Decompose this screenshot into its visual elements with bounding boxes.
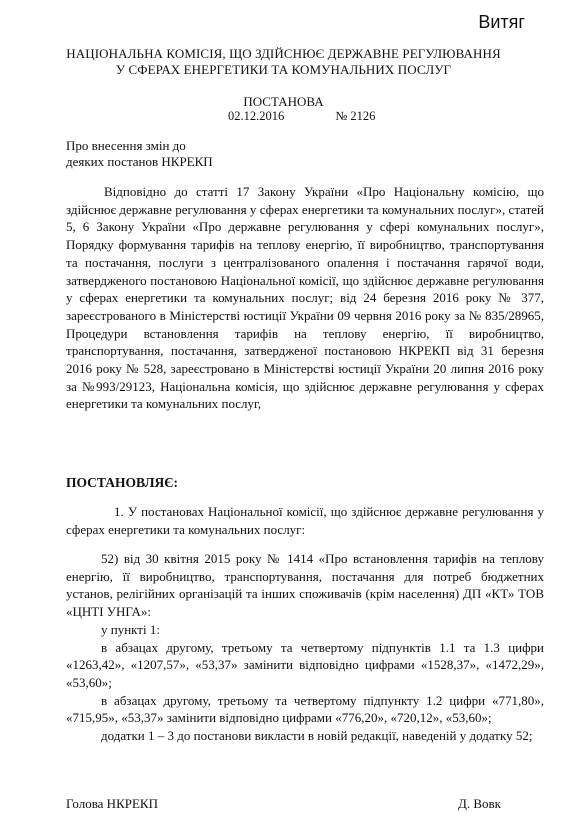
subitem-c: додатки 1 – 3 до постанови викласти в новій редакції, наведеній у додатку 52;: [101, 728, 533, 744]
date-number-line: [228, 109, 375, 124]
document-subject: [66, 138, 213, 170]
subject-line-1: Про внесення змін до: [66, 138, 186, 153]
document-type: ПОСТАНОВА: [243, 94, 324, 109]
document-date: 02.12.2016: [228, 109, 285, 123]
subitem-b: в абзацах другому, третьому та четвертому підпункту 1.2 цифри «771,80», «715,95», «53,37» замінити відповідно цифрами «776,20», «720,12», «53,60»;: [66, 692, 544, 726]
item-52-block: [66, 550, 544, 745]
item-52-paragraph: 52) від 30 квітня 2015 року № 1414 «Про встановлення тарифів на теплову енергію, її виробництво, транспортування, постачання для потреб бюджетних установ, релігійних організацій та інших споживачів (крім населення) ДП «КТ» ТОВ «ЦНТІ УНГА»:: [66, 551, 544, 620]
item-1-paragraph: 1. У постановах Національної комісії, що здійснює державне регулювання у сферах енергетики та комунальних послуг:: [66, 504, 544, 537]
resolve-heading: ПОСТАНОВЛЯЄ:: [66, 475, 178, 490]
commission-header: [40, 46, 527, 78]
extract-stamp: Витяг: [478, 12, 525, 32]
header-line-1: НАЦІОНАЛЬНА КОМІСІЯ, ЩО ЗДІЙСНЮЄ ДЕРЖАВНЕ РЕГУЛЮВАННЯ: [66, 46, 501, 61]
subject-line-2: деяких постанов НКРЕКП: [66, 154, 213, 169]
preamble-paragraph: Відповідно до статті 17 Закону України «Про Національну комісію, що здійснює державне регулювання у сферах енергетики та комунальних послуг», статей 5, 6 Закону України «Про державне регулювання у сфері комунальних послуг», Порядку формування тарифів на теплову енергію, її виробництво, транспортування та постачання, послуги з централізованого опалення і постачання гарячої води, затвердженого постановою Національної комісії, що здійснює державне регулювання у сферах енергетики та комунальних послуг; від 24 березня 2016 року № 377, зареєстрованого в Міністерстві юстиції України 09 червня 2016 року за № 835/28965, Процедури встановлення тарифів на теплову енергію, її виробництво, транспортування, постачання, затвердженої постановою НКРЕКП від 31 березня 2016 року № 528, зареєстровано в Міністерстві юстиції України 20 липня 2016 року за №993/29123, Національна комісія, що здійснює державне регулювання у сферах енергетики та комунальних послуг,: [66, 184, 544, 412]
subitem-a: в абзацах другому, третьому та четвертому підпунктів 1.1 та 1.3 цифри «1263,42», «1207,57», «53,37» замінити відповідно цифрами «1528,37», «1472,29», «53,60»;: [66, 639, 544, 690]
header-line-2: У СФЕРАХ ЕНЕРГЕТИКИ ТА КОМУНАЛЬНИХ ПОСЛУГ: [115, 62, 452, 77]
signatory-title: Голова НКРЕКП: [66, 796, 158, 811]
subitem-point-1: у пункті 1:: [101, 621, 160, 637]
document-number: № 2126: [335, 109, 376, 123]
signatory-name: Д. Вовк: [458, 796, 501, 811]
